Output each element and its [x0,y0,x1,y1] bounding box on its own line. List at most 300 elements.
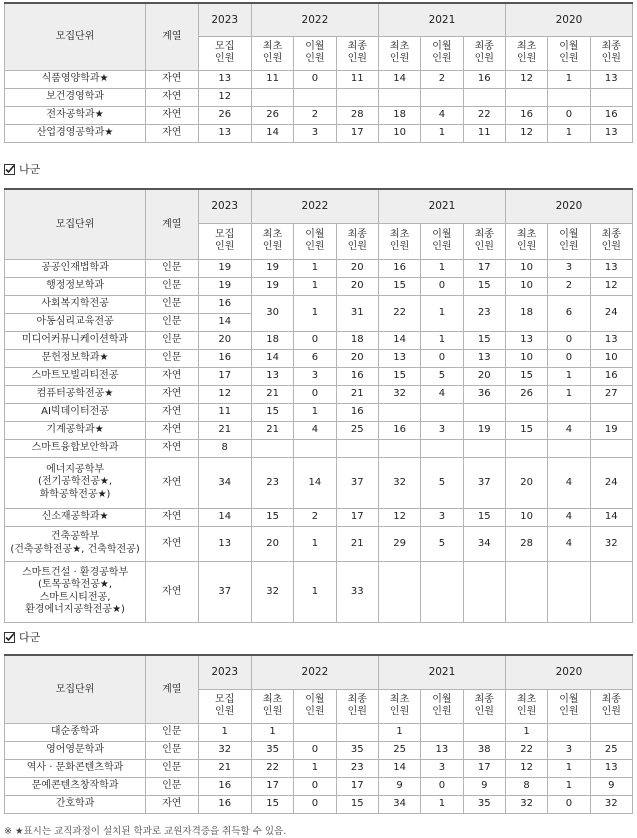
value-cell: 3 [294,367,336,385]
value-cell: 0 [421,777,463,795]
value-cell: 17 [251,777,293,795]
dept-cell: 아동심리교육전공 [5,313,146,331]
value-cell [251,88,293,106]
dept-cell: 전자공학과★ [5,106,146,124]
header-sub: 최종 인원 [463,689,505,723]
dept-cell: 스마트건설 · 환경공학부 (토목공학전공★, 스마트시티전공, 환경에너지공학전공★) [5,561,146,622]
header-year: 2023 [198,3,251,36]
value-cell: 18 [505,295,547,331]
dept-cell: 컴퓨터공학전공★ [5,385,146,403]
value-cell: 21 [251,385,293,403]
header-sub: 최초 인원 [505,36,547,70]
header-dept: 모집단위 [5,655,146,723]
table-row [5,561,633,622]
value-cell: 3 [421,508,463,526]
value-cell: 36 [463,385,505,403]
value-cell: 2 [421,70,463,88]
header-year: 2022 [251,3,378,36]
value-cell: 13 [590,331,632,349]
value-cell: 20 [198,331,251,349]
value-cell: 1 [294,403,336,421]
value-cell [548,403,590,421]
table-row [5,70,633,88]
field-cell: 인문 [146,259,198,277]
header-field: 계열 [146,3,198,70]
header-sub-recruit: 모집 인원 [198,223,251,259]
header-sub: 최초 인원 [378,689,420,723]
value-cell: 12 [198,385,251,403]
admission-table [4,654,633,814]
value-cell: 37 [198,561,251,622]
value-cell: 0 [294,741,336,759]
header-sub: 최초 인원 [505,223,547,259]
value-cell: 1 [548,124,590,142]
value-cell: 1 [505,723,547,741]
value-cell [294,439,336,457]
value-cell [463,88,505,106]
dept-cell: 기계공학과★ [5,421,146,439]
header-year: 2023 [198,655,251,689]
table-row [5,106,633,124]
value-cell: 12 [505,759,547,777]
header-sub: 최종 인원 [463,36,505,70]
dept-cell: 스마트모빌리티전공 [5,367,146,385]
value-cell: 14 [251,349,293,367]
header-sub: 이월 인원 [421,689,463,723]
field-cell: 자연 [146,106,198,124]
value-cell [463,723,505,741]
table-row [5,759,633,777]
field-cell: 자연 [146,88,198,106]
value-cell: 9 [463,777,505,795]
value-cell: 13 [590,70,632,88]
value-cell: 16 [378,421,420,439]
value-cell: 0 [548,106,590,124]
header-sub: 최종 인원 [336,223,378,259]
field-cell: 인문 [146,777,198,795]
value-cell: 14 [198,313,251,331]
value-cell [378,403,420,421]
value-cell: 3 [548,259,590,277]
dept-cell: 공공인재법학과 [5,259,146,277]
value-cell [421,403,463,421]
value-cell: 0 [421,277,463,295]
dept-cell: 영어영문학과 [5,741,146,759]
value-cell: 17 [463,759,505,777]
value-cell: 4 [421,106,463,124]
value-cell: 1 [548,385,590,403]
value-cell: 0 [548,349,590,367]
field-cell: 인문 [146,723,198,741]
value-cell [548,561,590,622]
header-sub: 이월 인원 [294,689,336,723]
value-cell: 20 [505,457,547,508]
value-cell: 15 [251,403,293,421]
value-cell: 1 [548,70,590,88]
field-cell: 자연 [146,70,198,88]
value-cell: 23 [336,759,378,777]
dept-cell: 사회복지학전공 [5,295,146,313]
value-cell: 1 [421,331,463,349]
value-cell: 34 [463,526,505,561]
table-row [5,331,633,349]
value-cell: 11 [251,70,293,88]
dept-cell: 보건경영학과 [5,88,146,106]
value-cell: 16 [336,367,378,385]
value-cell: 20 [251,526,293,561]
value-cell: 1 [294,526,336,561]
field-cell: 인문 [146,759,198,777]
section-title [4,630,40,644]
value-cell: 14 [378,331,420,349]
value-cell: 0 [294,795,336,813]
value-cell: 0 [294,777,336,795]
value-cell: 1 [421,295,463,331]
value-cell: 17 [198,367,251,385]
value-cell: 28 [336,106,378,124]
value-cell: 21 [251,421,293,439]
header-sub: 최초 인원 [505,689,547,723]
value-cell: 16 [336,403,378,421]
value-cell: 13 [251,367,293,385]
value-cell [421,439,463,457]
value-cell: 35 [251,741,293,759]
value-cell: 3 [421,421,463,439]
value-cell: 21 [198,421,251,439]
value-cell: 1 [294,295,336,331]
value-cell [590,439,632,457]
table-row [5,508,633,526]
header-year: 2020 [505,189,632,223]
value-cell [505,88,547,106]
field-cell: 인문 [146,331,198,349]
value-cell: 22 [251,759,293,777]
value-cell [548,439,590,457]
value-cell [378,561,420,622]
value-cell: 15 [463,277,505,295]
header-year: 2020 [505,655,632,689]
value-cell [421,561,463,622]
value-cell: 37 [463,457,505,508]
value-cell: 35 [463,795,505,813]
value-cell: 20 [336,349,378,367]
value-cell: 17 [463,259,505,277]
header-sub: 최종 인원 [590,36,632,70]
value-cell: 1 [421,259,463,277]
value-cell: 32 [198,741,251,759]
value-cell: 26 [251,106,293,124]
value-cell: 16 [198,295,251,313]
table-row [5,457,633,508]
field-cell: 자연 [146,403,198,421]
table-row [5,439,633,457]
value-cell: 1 [421,795,463,813]
value-cell: 16 [590,106,632,124]
dept-cell: AI빅데이터전공 [5,403,146,421]
table-row [5,259,633,277]
value-cell [294,723,336,741]
table-row [5,421,633,439]
field-cell: 자연 [146,124,198,142]
value-cell: 27 [590,385,632,403]
value-cell [548,88,590,106]
dept-cell: 에너지공학부 (전기공학전공★, 화학공학전공★) [5,457,146,508]
value-cell: 10 [505,349,547,367]
value-cell: 14 [251,124,293,142]
value-cell: 8 [198,439,251,457]
value-cell: 19 [463,421,505,439]
value-cell: 2 [294,508,336,526]
value-cell: 0 [548,331,590,349]
value-cell: 12 [198,88,251,106]
value-cell: 14 [378,759,420,777]
field-cell: 인문 [146,313,198,331]
value-cell: 32 [505,795,547,813]
value-cell: 13 [463,349,505,367]
table-row [5,526,633,561]
checkbox-checked-icon [4,164,15,175]
value-cell [251,439,293,457]
value-cell [378,88,420,106]
field-cell: 자연 [146,367,198,385]
field-cell: 자연 [146,457,198,508]
value-cell: 0 [294,70,336,88]
dept-cell: 역사 · 문화콘텐츠학과 [5,759,146,777]
value-cell: 21 [336,526,378,561]
table-row [5,385,633,403]
value-cell: 19 [251,259,293,277]
header-sub: 이월 인원 [548,689,590,723]
header-sub: 최종 인원 [336,689,378,723]
value-cell [463,403,505,421]
value-cell: 1 [294,259,336,277]
value-cell [336,88,378,106]
header-sub: 최초 인원 [251,36,293,70]
value-cell: 16 [198,349,251,367]
value-cell [463,561,505,622]
header-sub: 최초 인원 [378,36,420,70]
value-cell: 15 [463,508,505,526]
header-year: 2022 [251,189,378,223]
value-cell: 26 [505,385,547,403]
value-cell: 33 [336,561,378,622]
value-cell: 5 [421,526,463,561]
value-cell: 15 [251,795,293,813]
header-sub: 최초 인원 [251,689,293,723]
value-cell: 11 [336,70,378,88]
value-cell [294,88,336,106]
value-cell: 21 [336,385,378,403]
value-cell: 17 [336,777,378,795]
value-cell: 4 [421,385,463,403]
header-field: 계열 [146,189,198,259]
value-cell: 3 [548,741,590,759]
value-cell: 8 [505,777,547,795]
value-cell: 14 [198,508,251,526]
header-sub: 최종 인원 [336,36,378,70]
header-sub: 최종 인원 [590,689,632,723]
value-cell: 14 [590,508,632,526]
value-cell: 17 [336,124,378,142]
dept-cell: 스마트융합보안학과 [5,439,146,457]
dept-cell: 미디어커뮤니케이션학과 [5,331,146,349]
admission-table [4,2,633,143]
header-sub: 이월 인원 [294,223,336,259]
value-cell: 17 [336,508,378,526]
value-cell: 13 [198,526,251,561]
table-row [5,741,633,759]
field-cell: 자연 [146,508,198,526]
value-cell: 4 [548,421,590,439]
value-cell: 1 [548,759,590,777]
value-cell [421,723,463,741]
header-sub-recruit: 모집 인원 [198,36,251,70]
table-row [5,295,633,313]
value-cell: 1 [294,759,336,777]
value-cell: 28 [505,526,547,561]
checkbox-checked-icon [4,632,15,643]
dept-cell: 신소재공학과★ [5,508,146,526]
table-row [5,277,633,295]
value-cell: 19 [198,259,251,277]
value-cell [590,561,632,622]
value-cell: 13 [590,259,632,277]
value-cell: 1 [548,777,590,795]
value-cell: 19 [198,277,251,295]
value-cell: 16 [198,777,251,795]
field-cell: 인문 [146,277,198,295]
table-row [5,88,633,106]
value-cell [590,403,632,421]
dept-cell: 행정정보학과 [5,277,146,295]
value-cell: 9 [590,777,632,795]
value-cell: 1 [421,124,463,142]
value-cell: 34 [198,457,251,508]
value-cell: 25 [590,741,632,759]
value-cell: 2 [294,106,336,124]
dept-cell: 문예콘텐츠창작학과 [5,777,146,795]
header-sub: 최초 인원 [378,223,420,259]
value-cell: 13 [505,331,547,349]
value-cell: 37 [336,457,378,508]
value-cell: 20 [336,259,378,277]
admission-table [4,188,633,623]
value-cell [336,723,378,741]
header-sub: 최종 인원 [590,223,632,259]
value-cell: 15 [505,367,547,385]
value-cell [505,561,547,622]
section-title-label: 다군 [19,631,41,644]
table-row [5,777,633,795]
value-cell [378,439,420,457]
value-cell: 32 [590,795,632,813]
field-cell: 자연 [146,439,198,457]
value-cell [463,439,505,457]
header-year: 2021 [378,189,505,223]
value-cell: 0 [294,331,336,349]
value-cell: 30 [251,295,293,331]
dept-cell: 식품영양학과★ [5,70,146,88]
header-field: 계열 [146,655,198,723]
header-dept: 모집단위 [5,189,146,259]
section-title-label: 나군 [19,163,41,176]
value-cell [548,723,590,741]
value-cell: 20 [336,277,378,295]
value-cell: 11 [198,403,251,421]
field-cell: 인문 [146,295,198,313]
header-sub: 이월 인원 [421,223,463,259]
value-cell: 2 [548,277,590,295]
table-row [5,124,633,142]
value-cell [421,88,463,106]
value-cell: 1 [378,723,420,741]
value-cell: 10 [505,277,547,295]
value-cell: 29 [378,526,420,561]
value-cell: 0 [421,349,463,367]
value-cell: 34 [378,795,420,813]
value-cell: 24 [590,457,632,508]
value-cell: 12 [590,277,632,295]
header-year: 2020 [505,3,632,36]
value-cell: 13 [198,70,251,88]
value-cell: 26 [198,106,251,124]
header-sub: 이월 인원 [421,36,463,70]
header-year: 2021 [378,655,505,689]
value-cell: 5 [421,457,463,508]
value-cell: 13 [198,124,251,142]
value-cell: 13 [421,741,463,759]
dept-cell: 산업경영공학과★ [5,124,146,142]
field-cell: 자연 [146,526,198,561]
header-year: 2021 [378,3,505,36]
value-cell: 22 [463,106,505,124]
value-cell: 15 [336,795,378,813]
value-cell: 18 [251,331,293,349]
value-cell: 10 [505,508,547,526]
value-cell: 16 [198,795,251,813]
value-cell: 16 [463,70,505,88]
value-cell: 32 [378,385,420,403]
value-cell: 1 [198,723,251,741]
value-cell [590,88,632,106]
table-row [5,403,633,421]
value-cell: 15 [505,421,547,439]
value-cell: 18 [336,331,378,349]
value-cell: 19 [590,421,632,439]
dept-cell: 대순종학과 [5,723,146,741]
value-cell: 38 [463,741,505,759]
value-cell: 32 [378,457,420,508]
value-cell: 15 [378,277,420,295]
value-cell: 10 [505,259,547,277]
value-cell [336,439,378,457]
value-cell: 14 [294,457,336,508]
header-dept: 모집단위 [5,3,146,70]
value-cell: 25 [336,421,378,439]
value-cell: 1 [251,723,293,741]
value-cell: 22 [378,295,420,331]
field-cell: 인문 [146,741,198,759]
value-cell: 13 [590,124,632,142]
field-cell: 인문 [146,349,198,367]
value-cell: 22 [505,741,547,759]
value-cell: 16 [590,367,632,385]
dept-cell: 간호학과 [5,795,146,813]
dept-cell: 건축공학부 (건축공학전공★, 건축학전공) [5,526,146,561]
value-cell: 4 [548,508,590,526]
header-sub-recruit: 모집 인원 [198,689,251,723]
value-cell: 15 [251,508,293,526]
